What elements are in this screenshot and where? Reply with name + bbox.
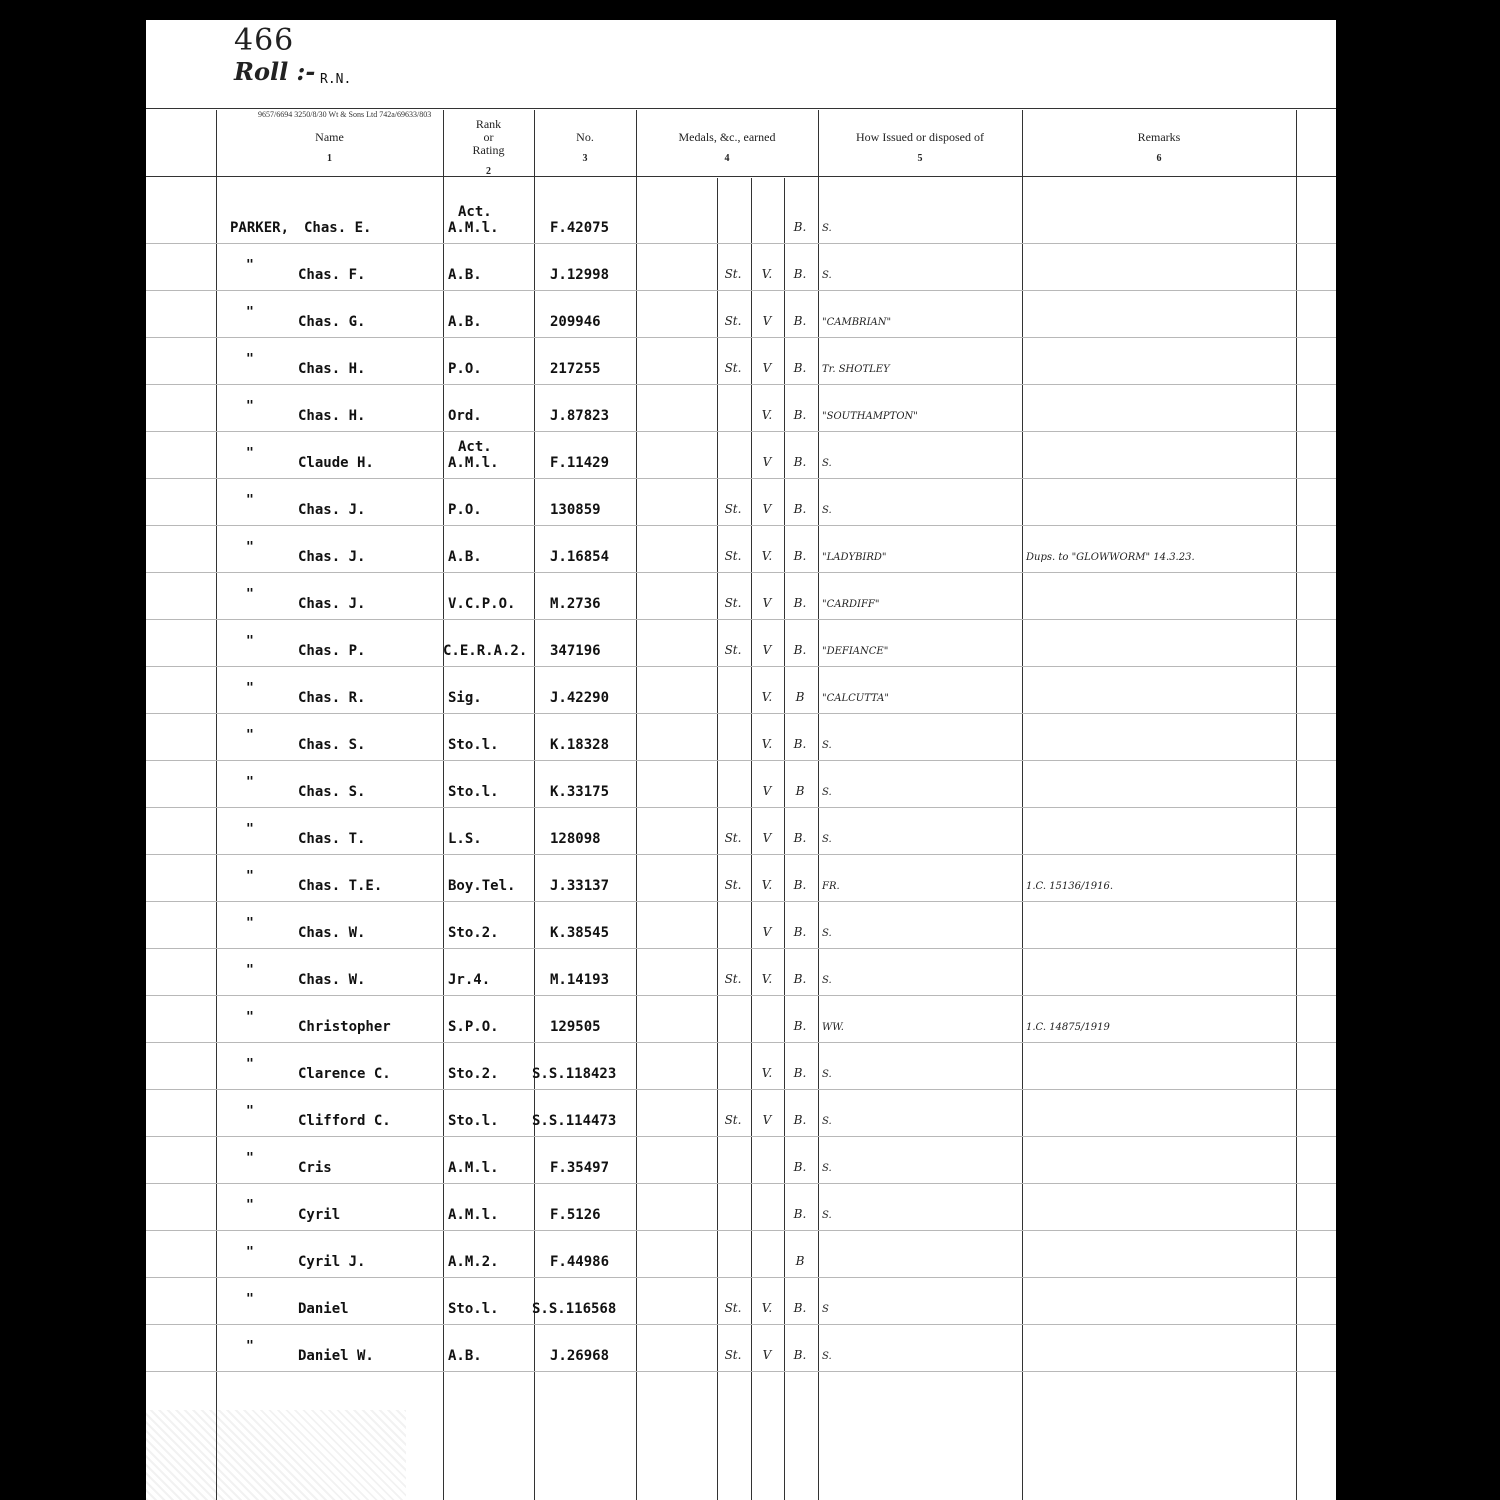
- rank: Sto.l.: [448, 1301, 499, 1317]
- service-number: S.S.114473: [532, 1113, 617, 1129]
- issue-disposal: FR.: [822, 881, 840, 892]
- victory-medal: V.: [761, 878, 773, 892]
- service-number: 129505: [550, 1019, 601, 1035]
- issue-disposal: S.: [822, 740, 832, 751]
- roll-entry-row: [146, 903, 1336, 949]
- service-number: F.11429: [550, 455, 610, 471]
- issue-disposal: "SOUTHAMPTON": [822, 411, 918, 422]
- rank: A.M.2.: [448, 1254, 499, 1270]
- rank-prefix: Act.: [458, 439, 492, 455]
- roll-entry-row: [146, 950, 1336, 996]
- remarks: Dups. to "GLOWWORM" 14.3.23.: [1026, 552, 1195, 563]
- service-number: F.35497: [550, 1160, 610, 1176]
- surname: PARKER,: [230, 220, 290, 236]
- ditto-mark: ": [246, 540, 254, 555]
- roll-entry-row: [146, 1091, 1336, 1137]
- issue-disposal: "CARDIFF": [822, 599, 880, 610]
- ditto-mark: ": [246, 728, 254, 743]
- ditto-mark: ": [246, 681, 254, 696]
- forename: Christopher: [298, 1019, 391, 1035]
- star-medal: St.: [724, 972, 742, 986]
- rank: L.S.: [448, 831, 482, 847]
- roll-entry-row: [146, 715, 1336, 761]
- service-number: F.42075: [550, 220, 610, 236]
- ditto-mark: ": [246, 822, 254, 837]
- forename: Chas. T.: [298, 831, 366, 847]
- ditto-mark: ": [246, 587, 254, 602]
- rank: V.C.P.O.: [448, 596, 516, 612]
- roll-entry-row: [146, 198, 1336, 244]
- forename: Daniel: [298, 1301, 349, 1317]
- rank: A.B.: [448, 549, 482, 565]
- victory-medal: V: [762, 1348, 772, 1362]
- british-medal: B.: [793, 972, 807, 986]
- ditto-mark: ": [246, 446, 254, 461]
- british-medal: B.: [793, 925, 807, 939]
- service-number: 130859: [550, 502, 601, 518]
- star-medal: St.: [724, 502, 742, 516]
- ditto-mark: ": [246, 1339, 254, 1354]
- issue-disposal: S.: [822, 1210, 832, 1221]
- roll-entry-row: [146, 574, 1336, 620]
- roll-entry-row: [146, 292, 1336, 338]
- forename: Chas. R.: [298, 690, 366, 706]
- issue-disposal: S.: [822, 458, 832, 469]
- victory-medal: V.: [761, 1066, 773, 1080]
- british-medal: B.: [793, 1066, 807, 1080]
- roll-entry-row: [146, 1138, 1336, 1184]
- british-medal: B.: [793, 220, 807, 234]
- ditto-mark: ": [246, 869, 254, 884]
- rank: P.O.: [448, 361, 482, 377]
- header-top-rule: [146, 108, 1336, 109]
- forename: Chas. F.: [298, 267, 366, 283]
- issue-disposal: S.: [822, 834, 832, 845]
- forename: Cris: [298, 1160, 332, 1176]
- forename: Cyril: [298, 1207, 341, 1223]
- rank: A.M.l.: [448, 1160, 499, 1176]
- victory-medal: V: [762, 502, 772, 516]
- column-header-rank: Rank or Rating 2: [472, 117, 505, 177]
- roll-entry-row: [146, 621, 1336, 667]
- rank: Sto.2.: [448, 925, 499, 941]
- forename: Chas. H.: [298, 408, 366, 424]
- british-medal: B.: [793, 1301, 807, 1315]
- british-medal: B.: [793, 831, 807, 845]
- british-medal: B: [795, 784, 805, 798]
- forename: Daniel W.: [298, 1348, 374, 1364]
- rank: A.B.: [448, 314, 482, 330]
- british-medal: B.: [793, 1348, 807, 1362]
- british-medal: B.: [793, 1160, 807, 1174]
- star-medal: St.: [724, 1113, 742, 1127]
- issue-disposal: WW.: [822, 1022, 844, 1033]
- star-medal: St.: [724, 1348, 742, 1362]
- british-medal: B.: [793, 737, 807, 751]
- ditto-mark: ": [246, 1104, 254, 1119]
- roll-entry-row: [146, 339, 1336, 385]
- star-medal: St.: [724, 549, 742, 563]
- forename: Chas. G.: [298, 314, 366, 330]
- service-number: M.14193: [550, 972, 610, 988]
- rank: Ord.: [448, 408, 482, 424]
- roll-value: R.N.: [320, 72, 352, 87]
- british-medal: B.: [793, 1019, 807, 1033]
- issue-disposal: "CALCUTTA": [822, 693, 889, 704]
- british-medal: B.: [793, 408, 807, 422]
- roll-label: Roll :-: [234, 57, 316, 86]
- british-medal: B.: [793, 267, 807, 281]
- british-medal: B: [795, 1254, 805, 1268]
- column-header-issued: How Issued or disposed of 5: [856, 130, 984, 164]
- service-number: J.42290: [550, 690, 610, 706]
- star-medal: St.: [724, 267, 742, 281]
- forename: Clifford C.: [298, 1113, 391, 1129]
- forename: Chas. H.: [298, 361, 366, 377]
- remarks: 1.C. 15136/1916.: [1026, 881, 1114, 892]
- issue-disposal: S.: [822, 223, 832, 234]
- victory-medal: V: [762, 1113, 772, 1127]
- column-header-name: Name 1: [315, 130, 344, 164]
- service-number: K.38545: [550, 925, 610, 941]
- ditto-mark: ": [246, 1245, 254, 1260]
- victory-medal: V: [762, 314, 772, 328]
- roll-entry-row: [146, 1044, 1336, 1090]
- roll-entry-row: [146, 1232, 1336, 1278]
- service-number: 347196: [550, 643, 601, 659]
- victory-medal: V: [762, 784, 772, 798]
- column-header-medals: Medals, &c., earned 4: [678, 130, 776, 164]
- victory-medal: V: [762, 455, 772, 469]
- ditto-mark: ": [246, 258, 254, 273]
- ditto-mark: ": [246, 493, 254, 508]
- british-medal: B.: [793, 878, 807, 892]
- roll-entry-row: [146, 809, 1336, 855]
- service-number: 128098: [550, 831, 601, 847]
- issue-disposal: S: [822, 1304, 829, 1315]
- service-number: F.5126: [550, 1207, 601, 1223]
- victory-medal: V.: [761, 1301, 773, 1315]
- ditto-mark: ": [246, 1292, 254, 1307]
- issue-disposal: S.: [822, 1351, 832, 1362]
- roll-entry-row: [146, 997, 1336, 1043]
- header-bottom-rule: [146, 176, 1336, 177]
- victory-medal: V: [762, 596, 772, 610]
- service-number: 209946: [550, 314, 601, 330]
- ditto-mark: ": [246, 305, 254, 320]
- roll-entry-row: [146, 762, 1336, 808]
- roll-entry-row: [146, 668, 1336, 714]
- forename: Chas. J.: [298, 596, 366, 612]
- victory-medal: V.: [761, 549, 773, 563]
- british-medal: B.: [793, 502, 807, 516]
- british-medal: B.: [793, 596, 807, 610]
- british-medal: B.: [793, 455, 807, 469]
- roll-entry-row: [146, 1326, 1336, 1372]
- ditto-mark: ": [246, 963, 254, 978]
- star-medal: St.: [724, 878, 742, 892]
- service-number: M.2736: [550, 596, 601, 612]
- forename: Chas. P.: [298, 643, 366, 659]
- forename: Chas. S.: [298, 737, 366, 753]
- victory-medal: V.: [761, 408, 773, 422]
- issue-disposal: S.: [822, 1163, 832, 1174]
- forename: Chas. J.: [298, 549, 366, 565]
- service-number: J.33137: [550, 878, 610, 894]
- roll-entry-row: [146, 433, 1336, 479]
- rank: A.M.l.: [448, 1207, 499, 1223]
- rank: P.O.: [448, 502, 482, 518]
- victory-medal: V.: [761, 267, 773, 281]
- service-number: K.18328: [550, 737, 610, 753]
- service-number: J.12998: [550, 267, 610, 283]
- star-medal: St.: [724, 1301, 742, 1315]
- rank: Jr.4.: [448, 972, 491, 988]
- service-number: 217255: [550, 361, 601, 377]
- rank: Sto.l.: [448, 737, 499, 753]
- victory-medal: V: [762, 925, 772, 939]
- issue-disposal: Tr. SHOTLEY: [822, 364, 890, 375]
- service-number: J.87823: [550, 408, 610, 424]
- ditto-mark: ": [246, 1151, 254, 1166]
- rank: Boy.Tel.: [448, 878, 516, 894]
- forename: Chas. W.: [298, 972, 366, 988]
- roll-sheet: [146, 20, 1336, 1500]
- rank-prefix: Act.: [458, 204, 492, 220]
- ditto-mark: ": [246, 916, 254, 931]
- rank: Sto.l.: [448, 1113, 499, 1129]
- service-number: J.16854: [550, 549, 610, 565]
- rank: Sto.2.: [448, 1066, 499, 1082]
- issue-disposal: S.: [822, 787, 832, 798]
- victory-medal: V.: [761, 690, 773, 704]
- issue-disposal: S.: [822, 1116, 832, 1127]
- ditto-mark: ": [246, 775, 254, 790]
- british-medal: B.: [793, 549, 807, 563]
- ditto-mark: ": [246, 352, 254, 367]
- roll-entry-row: [146, 856, 1336, 902]
- column-header-number: No. 3: [576, 130, 594, 164]
- ditto-mark: ": [246, 399, 254, 414]
- issue-disposal: "CAMBRIAN": [822, 317, 892, 328]
- roll-entry-row: [146, 386, 1336, 432]
- print-code: 9657/6694 3250/8/30 Wt & Sons Ltd 742a/69633/803: [258, 110, 432, 119]
- british-medal: B.: [793, 314, 807, 328]
- service-number: F.44986: [550, 1254, 610, 1270]
- roll-entry-row: [146, 245, 1336, 291]
- forename: Cyril J.: [298, 1254, 366, 1270]
- forename: Chas. W.: [298, 925, 366, 941]
- victory-medal: V.: [761, 972, 773, 986]
- star-medal: St.: [724, 643, 742, 657]
- scan-noise: [146, 1410, 406, 1500]
- british-medal: B.: [793, 1207, 807, 1221]
- forename: Chas. S.: [298, 784, 366, 800]
- ditto-mark: ": [246, 634, 254, 649]
- remarks: 1.C. 14875/1919: [1026, 1022, 1110, 1033]
- rank: S.P.O.: [448, 1019, 499, 1035]
- rank: A.B.: [448, 1348, 482, 1364]
- ditto-mark: ": [246, 1010, 254, 1025]
- service-number: J.26968: [550, 1348, 610, 1364]
- british-medal: B.: [793, 361, 807, 375]
- victory-medal: V: [762, 831, 772, 845]
- issue-disposal: S.: [822, 1069, 832, 1080]
- forename: Chas. E.: [304, 220, 372, 236]
- rank: Sig.: [448, 690, 482, 706]
- forename: Chas. J.: [298, 502, 366, 518]
- service-number: S.S.118423: [532, 1066, 617, 1082]
- roll-entry-row: [146, 1185, 1336, 1231]
- rank: A.M.l.: [448, 220, 499, 236]
- british-medal: B.: [793, 1113, 807, 1127]
- roll-entry-row: [146, 527, 1336, 573]
- roll-entry-row: [146, 480, 1336, 526]
- issue-disposal: S.: [822, 505, 832, 516]
- star-medal: St.: [724, 314, 742, 328]
- column-header-remarks: Remarks 6: [1137, 130, 1181, 164]
- service-number: K.33175: [550, 784, 610, 800]
- star-medal: St.: [724, 361, 742, 375]
- forename: Chas. T.E.: [298, 878, 383, 894]
- issue-disposal: "LADYBIRD": [822, 552, 887, 563]
- issue-disposal: S.: [822, 928, 832, 939]
- forename: Clarence C.: [298, 1066, 391, 1082]
- service-number: S.S.116568: [532, 1301, 617, 1317]
- ditto-mark: ": [246, 1057, 254, 1072]
- rank: C.E.R.A.2.: [443, 643, 528, 659]
- forename: Claude H.: [298, 455, 374, 471]
- page-number: 466: [234, 23, 295, 58]
- star-medal: St.: [724, 596, 742, 610]
- victory-medal: V: [762, 361, 772, 375]
- rank: Sto.l.: [448, 784, 499, 800]
- ditto-mark: ": [246, 1198, 254, 1213]
- star-medal: St.: [724, 831, 742, 845]
- issue-disposal: S.: [822, 270, 832, 281]
- victory-medal: V: [762, 643, 772, 657]
- roll-entry-row: [146, 1279, 1336, 1325]
- rank: A.M.l.: [448, 455, 499, 471]
- british-medal: B: [795, 690, 805, 704]
- victory-medal: V.: [761, 737, 773, 751]
- rank: A.B.: [448, 267, 482, 283]
- british-medal: B.: [793, 643, 807, 657]
- issue-disposal: "DEFIANCE": [822, 646, 889, 657]
- issue-disposal: S.: [822, 975, 832, 986]
